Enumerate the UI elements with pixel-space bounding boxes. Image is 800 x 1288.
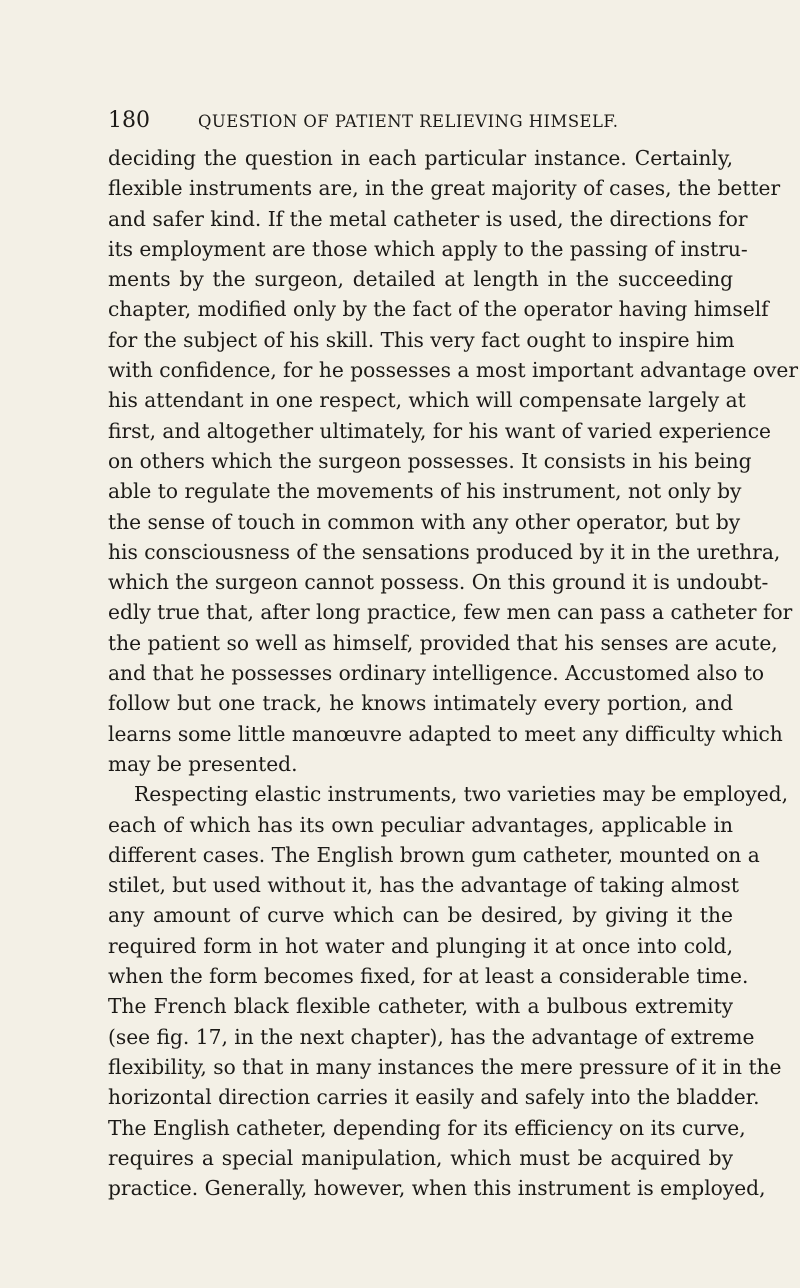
text-line: when the form becomes fixed, for at least a considerable time. — [108, 964, 749, 989]
text-line: with confidence, for he possesses a most important advantage over — [108, 358, 799, 383]
text-line: may be presented. — [108, 751, 298, 776]
text-line: on others which the surgeon possesses. It consists in his being — [108, 448, 752, 473]
text-line: its employment are those which apply to the passing of instru- — [108, 236, 748, 261]
text-line: and safer kind. If the metal catheter is used, the directions for — [108, 206, 748, 231]
text-line: flexibility, so that in many instances the mere pressure of it in the — [108, 1054, 782, 1079]
text-line: horizontal direction carries it easily and safely into the bladder. — [108, 1085, 760, 1110]
text-line: requires a special manipulation, which must be acquired by — [108, 1145, 733, 1170]
page-number: 180 — [108, 108, 150, 133]
text-line: deciding the question in each particular instance. Certainly, — [108, 146, 733, 170]
text-line: for the subject of his skill. This very fact ought to inspire him — [108, 327, 735, 352]
text-line: able to regulate the movements of his instrument, not only by — [108, 479, 742, 504]
text-line: learns some little manœuvre adapted to meet any difficulty which — [108, 721, 783, 746]
page-header — [108, 108, 728, 133]
text-line: and that he possesses ordinary intelligence. Accustomed also to — [108, 661, 765, 686]
paragraph — [108, 779, 789, 1203]
body-text — [108, 143, 799, 1203]
text-line: which the surgeon cannot possess. On this ground it is undoubt- — [108, 570, 769, 595]
text-line: his consciousness of the sensations produced by it in the urethra, — [108, 539, 781, 564]
text-line: any amount of curve which can be desired, by giving it the — [108, 903, 733, 928]
text-line: each of which has its own peculiar advantages, applicable in — [108, 812, 733, 837]
text-line: flexible instruments are, in the great majority of cases, the better — [108, 176, 781, 201]
text-line: Respecting elastic instruments, two varieties may be employed, — [134, 782, 789, 807]
text-line: stilet, but used without it, has the advantage of taking almost — [108, 873, 739, 898]
text-line: The English catheter, depending for its efficiency on its curve, — [108, 1115, 746, 1140]
text-line: the sense of touch in common with any other operator, but by — [108, 509, 741, 534]
text-line: follow but one track, he knows intimately every portion, and — [108, 691, 733, 716]
text-line: practice. Generally, however, when this instrument is employed, — [108, 1176, 766, 1201]
text-line: The French black flexible catheter, with a bulbous extremity — [108, 994, 733, 1019]
running-head: QUESTION OF PATIENT RELIEVING HIMSELF. — [198, 112, 619, 131]
text-line: different cases. The English brown gum catheter, mounted on a — [108, 842, 760, 867]
text-line: his attendant in one respect, which will compensate largely at — [108, 388, 746, 413]
text-line: first, and altogether ultimately, for his want of varied experience — [108, 418, 771, 443]
paragraph — [108, 143, 799, 779]
text-line: chapter, modified only by the fact of the operator having himself — [108, 297, 769, 322]
text-line: edly true that, after long practice, few men can pass a catheter for — [108, 600, 793, 625]
text-line: the patient so well as himself, provided that his senses are acute, — [108, 630, 778, 655]
text-line: (see fig. 17, in the next chapter), has the advantage of extreme — [108, 1024, 755, 1049]
text-line: required form in hot water and plunging it at once into cold, — [108, 933, 733, 958]
text-line: ments by the surgeon, detailed at length in the succeeding — [108, 267, 733, 292]
